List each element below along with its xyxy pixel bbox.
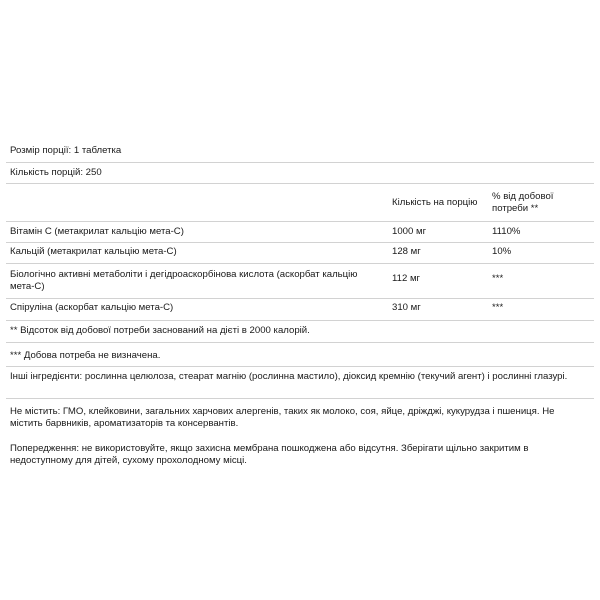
- warning-statement: Попередження: не використовуйте, якщо захисна мембрана пошкоджена або відсутня. Зберігати щільно закритим в недоступному для дітей, сухому прохолодному місці.: [10, 443, 529, 466]
- nutrient-name: Кальцій (метакрилат кальцію мета-С): [10, 246, 177, 257]
- other-ingredients-block: [6, 367, 594, 399]
- serving-size-row: [6, 142, 594, 163]
- footnote-not-established-row: [6, 343, 594, 367]
- nutrient-daily-value: ***: [492, 273, 504, 284]
- nutrient-name: Вітамін C (метакрилат кальцію мета-С): [10, 226, 184, 237]
- table-row: [6, 222, 594, 243]
- servings-count-row: [6, 163, 594, 184]
- nutrient-name: Біологічно активні метаболіти і дегідроаскорбінова кислота (аскорбат кальцію мета-С): [10, 269, 358, 292]
- table-row: [6, 243, 594, 264]
- free-of-block: [6, 399, 594, 429]
- footnote-not-established: *** Добова потреба не визначена.: [10, 350, 161, 361]
- table-row: [6, 264, 594, 299]
- nutrient-amount: 310 мг: [392, 302, 421, 313]
- nutrient-daily-value: 1110%: [492, 226, 521, 237]
- supplement-facts-panel: [6, 142, 594, 469]
- free-of-statement: Не містить: ГМО, клейковини, загальних харчових алергенів, таких як молоко, соя, яйце, дріжджі, кукурудза і пшениця. Не містить барвників, ароматизаторів та консервантів.: [10, 406, 555, 429]
- other-ingredients: Інші інгредієнти: рослинна целюлоза, стеарат магнію (рослинна мастило), діоксид кремнію (текучий агент) і рослинні глазурі.: [10, 371, 568, 382]
- header-amount: Кількість на порцію: [392, 197, 478, 208]
- warning-block: [6, 429, 594, 469]
- footnote-daily-value-row: [6, 321, 594, 343]
- nutrient-daily-value: ***: [492, 302, 504, 313]
- nutrient-amount: 112 мг: [392, 273, 421, 284]
- nutrient-name: Спіруліна (аскорбат кальцію мета-С): [10, 302, 174, 313]
- header-daily-value: % від добової потреби **: [492, 191, 554, 214]
- servings-count: Кількість порцій: 250: [10, 167, 102, 178]
- nutrient-amount: 1000 мг: [392, 226, 427, 237]
- serving-size: Розмір порції: 1 таблетка: [10, 145, 122, 156]
- nutrient-daily-value: 10%: [492, 246, 512, 257]
- table-header-row: [6, 184, 594, 222]
- nutrient-amount: 128 мг: [392, 246, 421, 257]
- table-row: [6, 299, 594, 321]
- footnote-daily-value: ** Відсоток від добової потреби заснований на дієті в 2000 калорій.: [10, 325, 310, 336]
